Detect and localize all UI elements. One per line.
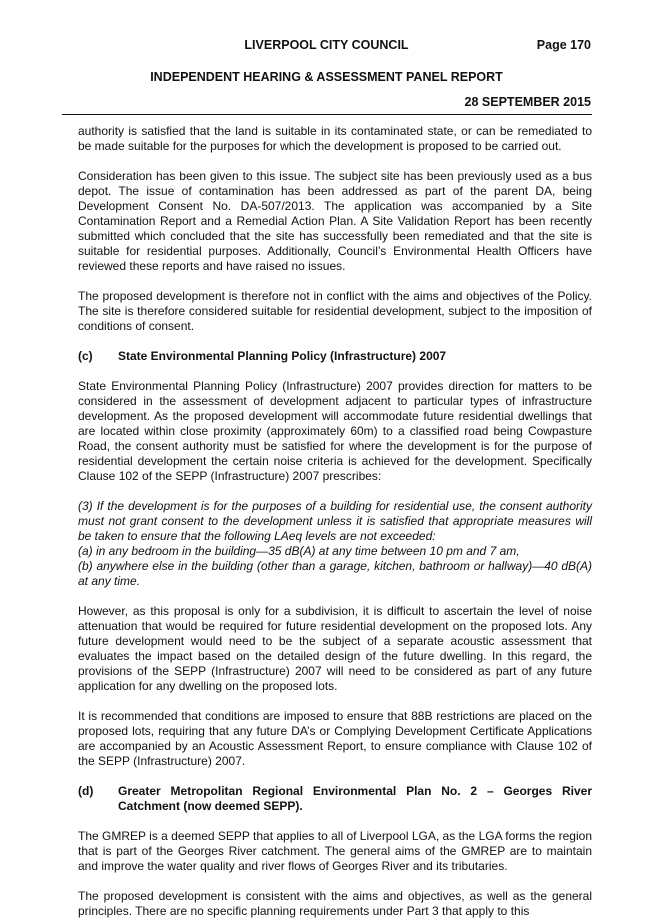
paragraph: The proposed development is therefore not in conflict with the aims and objectives of the Policy. The site is therefore considered suitable for residential development, subject to the imposition of conditions of consent. [78, 289, 592, 333]
section-heading-c [78, 349, 592, 364]
section-letter: (d) [78, 784, 94, 798]
paragraph: Consideration has been given to this issue. The subject site has been previously used as a bus depot. The issue of contamination has been addressed as part of the parent DA, being Development Consent No. DA-507/2013. The application was accompanied by a Site Contamination Report and a Remedial Action Plan. A Site Validation Report has been recently submitted which concluded that the site has successfully been remediated and that the site is suitable for residential purposes. Additionally, Council’s Environmental Health Officers have reviewed these reports and have raised no issues. [78, 169, 592, 273]
section-heading-d [78, 784, 592, 814]
section-letter: (c) [78, 349, 93, 363]
paragraph: authority is satisfied that the land is suitable in its contaminated state, or can be remediated to be made suitable for the purposes for which the development is proposed to be carried out. [78, 124, 592, 153]
paragraph: State Environmental Planning Policy (Infrastructure) 2007 provides direction for matters to be considered in the assessment of development adjacent to particular types of infrastructure development. As the proposed development will accommodate future residential dwellings that are located within close proximity (approximately 60m) to a classified road being Cowpasture Road, the consent authority must be satisfied for where the development is for the purpose of residential development the certain noise criteria is achieved for the development. Specifically Clause 102 of the SEPP (Infrastructure) 2007 prescribes: [78, 379, 592, 483]
quote-item-b: (b) anywhere else in the building (other than a garage, kitchen, bathroom or hallway)—40 dB(A) at any time. [78, 559, 592, 588]
paragraph: The proposed development is consistent with the aims and objectives, as well as the general principles. There are no specific planning requirements under Part 3 that apply to this [78, 889, 592, 918]
report-body [78, 124, 592, 919]
clause-quote [78, 499, 592, 589]
report-date: 28 SEPTEMBER 2015 [464, 95, 591, 109]
quote-item-a: (a) in any bedroom in the building—35 dB(A) at any time between 10 pm and 7 am, [78, 544, 520, 558]
paragraph: The GMREP is a deemed SEPP that applies to all of Liverpool LGA, as the LGA forms the region that is part of the Georges River catchment. The general aims of the GMREP are to maintain and improve the water quality and river flows of Georges River and its tributaries. [78, 829, 592, 873]
council-name: LIVERPOOL CITY COUNCIL [244, 38, 409, 52]
page-number: Page 170 [536, 38, 591, 52]
paragraph: However, as this proposal is only for a subdivision, it is difficult to ascertain the level of noise attenuation that would be required for future residential development on the proposed lots. Any future development would need to be the subject of a separate acoustic assessment that evaluates the impact based on the detailed design of the future dwelling. In this regard, the provisions of the SEPP (Infrastructure) 2007 will need to be considered as part of any future application for any dwelling on the proposed lots. [78, 604, 592, 693]
section-title: State Environmental Planning Policy (Infrastructure) 2007 [118, 349, 447, 363]
report-title: INDEPENDENT HEARING & ASSESSMENT PANEL REPORT [150, 70, 503, 84]
paragraph: It is recommended that conditions are imposed to ensure that 88B restrictions are placed on the proposed lots, requiring that any future DA’s or Complying Development Certificate Applications are accompanied by an Acoustic Assessment Report, to ensure compliance with Clause 102 of the SEPP (Infrastructure) 2007. [78, 709, 592, 768]
section-title: Greater Metropolitan Regional Environmental Plan No. 2 – Georges River Catchment (now deemed SEPP). [118, 784, 592, 813]
header-divider [62, 114, 592, 115]
quote-paragraph: (3) If the development is for the purposes of a building for residential use, the consent authority must not grant consent to the development unless it is satisfied that appropriate measures will be taken to ensure that the following LAeq levels are not exceeded: [78, 499, 592, 543]
